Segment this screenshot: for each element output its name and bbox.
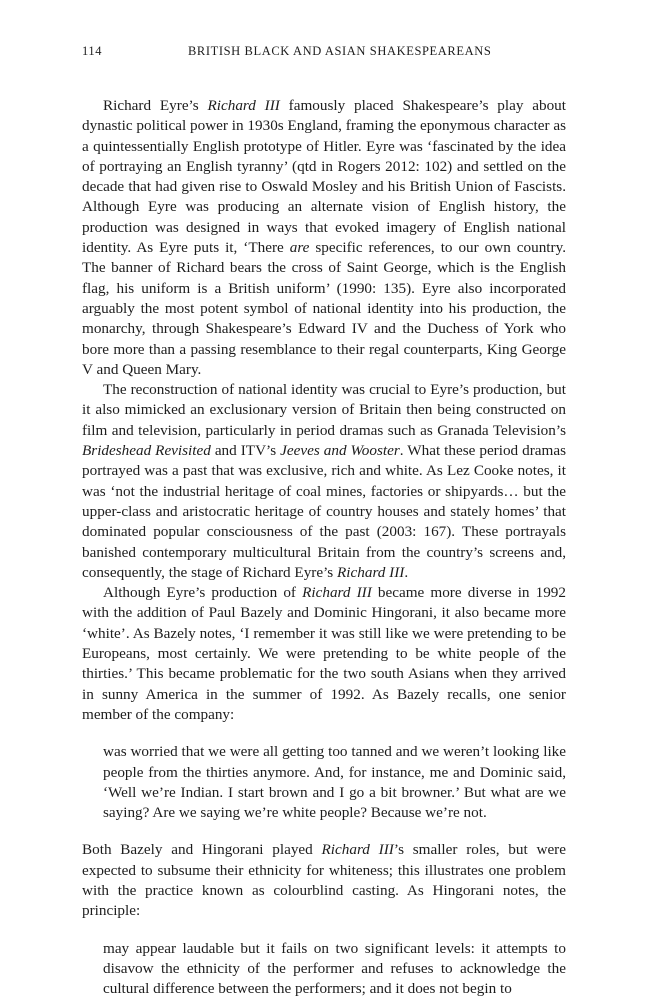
body-text [82, 96, 566, 999]
italic-title: Richard III [337, 563, 405, 581]
text-run: and ITV’s [210, 442, 281, 460]
running-header [82, 44, 566, 64]
running-title: BRITISH BLACK AND ASIAN SHAKESPEAREANS [188, 44, 492, 58]
paragraph-3 [82, 583, 566, 725]
italic-title: Richard III [302, 584, 372, 602]
paragraph-4 [82, 840, 566, 921]
block-quote-2: may appear laudable but it fails on two significant levels: it attempts to disavow the ethnicity of the performer and refuses to acknowledge the cultural difference between the performers; and it does not begin to [103, 939, 566, 998]
italic-title: Jeeves and Wooster [280, 442, 400, 460]
text-run: ’s smaller roles, but were expected to subsume their ethnicity for whiteness; this illustrates one problem with the practice known as colourblind casting. As Hingorani notes, the principle: [82, 841, 566, 920]
italic-emphasis: are [289, 239, 310, 257]
italic-title: Richard III [207, 97, 280, 114]
text-run: . [404, 563, 409, 581]
text-run: became more diverse in 1992 with the addition of Paul Bazely and Dominic Hingorani, it also became more ‘white’. As Bazely notes, ‘I remember it was still like we were pretending to be Europeans, most certainly. We were pretending to be white people of the thirties.’ This became problematic for the two south Asians when they arrived in sunny America in the summer of 1992. As Bazely recalls, one senior member of the company: [82, 584, 566, 723]
text-run: Both Bazely and Hingorani played [82, 841, 322, 859]
text-run: Richard Eyre’s [103, 97, 208, 114]
text-run: . What these period dramas portrayed was a past that was exclusive, rich and white. As Lez Cooke notes, it was ‘not the industrial heritage of coal mines, factories or shipyards… but the upper-class and aristocratic heritage of country houses and stately homes’ that dominated popular consciousness of the past (2003: 167). These portrayals banished contemporary multicultural Britain from the country’s screens and, consequently, the stage of Richard Eyre’s [82, 442, 566, 581]
block-quote-1: was worried that we were all getting too tanned and we weren’t looking like people from the thirties anymore. And, for instance, me and Dominic said, ‘Well we’re Indian. I start brown and I go a bit browner.’ But what are we saying? Are we saying we’re white people? Because we’re not. [103, 743, 566, 822]
text-run: famously placed Shakespeare’s play about dynastic political power in 1930s England, framing the eponymous character as a quintessentially English prototype of Hitler. Eyre was ‘fascinated by the idea of portraying an English tyranny’ (qtd in Rogers 2012: 102) and settled on the decade that had given rise to Oswald Mosley and his British Union of Fascists. Although Eyre was producing an alternate vision of English history, the production was designed in ways that evoked imagery of English national identity. As Eyre puts it, ‘There [82, 97, 566, 257]
text-run: specific references, to our own country. The banner of Richard bears the cross of Saint George, which is the English flag, his uniform is a British uniform’ (1990: 135). Eyre also incorporated arguably the most potent symbol of national identity into his production, the monarchy, through Shakespeare’s Edward IV and the Duchess of York who bore more than a passing resemblance to their regal counterparts, King George V and Queen Mary. [82, 239, 566, 378]
italic-title: Richard III [321, 841, 394, 859]
italic-title: Brideshead Revisited [82, 442, 211, 460]
text-run: The reconstruction of national identity was crucial to Eyre’s production, but it also mimicked an exclusionary version of Britain then being constructed on film and television, particularly in period dramas such as Granada Television’s [82, 381, 566, 439]
page-number: 114 [82, 44, 103, 58]
text-run: Although Eyre’s production of [103, 584, 303, 602]
paragraph-2 [82, 380, 566, 583]
paragraph-1 [82, 96, 566, 380]
